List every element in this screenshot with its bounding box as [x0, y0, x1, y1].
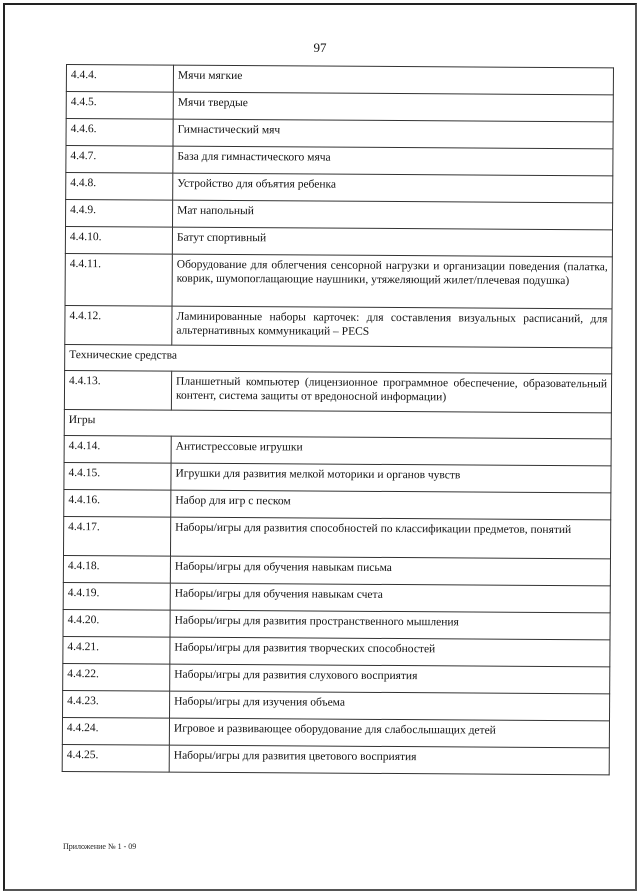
equipment-table — [62, 64, 614, 775]
item-description: Оборудование для облегчения сенсорной нагрузки и организации поведения (палатка, коврик, шумопоглащающие наушники, утяжеляющий жилет/плечевая подушка) — [172, 254, 612, 309]
table-row — [65, 305, 612, 347]
item-number: 4.4.25. — [62, 744, 169, 772]
item-description: Игрушки для развития мелкой моторики и органов чувств — [171, 463, 611, 493]
item-number: 4.4.17. — [63, 516, 170, 556]
table-row — [66, 65, 613, 95]
table-row — [63, 690, 610, 720]
item-description: Наборы/игры для развития творческих способностей — [170, 637, 610, 667]
table-row — [62, 744, 609, 774]
table-row — [66, 92, 613, 122]
table-row — [65, 253, 612, 308]
table-row — [63, 609, 610, 639]
item-description: Наборы/игры для развития пространственного мышления — [170, 610, 610, 640]
table-row — [63, 663, 610, 693]
table-row — [64, 489, 611, 519]
table-row — [64, 370, 611, 412]
item-description: База для гимнастического мяча — [173, 146, 613, 176]
item-description: Наборы/игры для развития способностей по классификации предметов, понятий — [170, 517, 610, 559]
item-description: Наборы/игры для развития цветового восприятия — [169, 745, 609, 775]
item-description: Игровое и развивающее оборудование для слабослышащих детей — [169, 718, 609, 748]
item-description: Набор для игр с песком — [171, 490, 611, 520]
item-number: 4.4.16. — [64, 489, 171, 517]
item-number: 4.4.13. — [64, 370, 171, 410]
item-description: Гимнастический мяч — [173, 119, 613, 149]
item-number: 4.4.4. — [66, 65, 173, 93]
item-description: Мячи твердые — [173, 92, 613, 122]
item-number: 4.4.8. — [66, 173, 173, 201]
table-row — [66, 173, 613, 203]
item-number: 4.4.7. — [66, 146, 173, 174]
item-number: 4.4.23. — [63, 690, 170, 718]
item-description: Мячи мягкие — [173, 65, 613, 95]
item-description: Мат напольный — [173, 200, 613, 230]
table-row — [65, 227, 612, 257]
item-description: Ламинированные наборы карточек: для составления визуальных расписаний, для альтернативных коммуникаций – PECS — [172, 306, 612, 348]
section-title-technical: Технические средства — [65, 344, 612, 373]
item-number: 4.4.20. — [63, 609, 170, 637]
table-row — [64, 462, 611, 492]
section-row — [64, 409, 611, 438]
item-description: Наборы/игры для развития слухового восприятия — [170, 664, 610, 694]
item-number: 4.4.14. — [64, 435, 171, 463]
table-row — [66, 119, 613, 149]
item-number: 4.4.18. — [63, 555, 170, 583]
table-row — [63, 582, 610, 612]
table-row — [64, 435, 611, 465]
item-description: Батут спортивный — [172, 227, 612, 257]
table-row — [63, 516, 610, 558]
item-number: 4.4.19. — [63, 582, 170, 610]
item-number: 4.4.11. — [65, 253, 172, 306]
item-number: 4.4.12. — [65, 305, 172, 345]
item-description: Наборы/игры для изучения объема — [170, 691, 610, 721]
table-row — [62, 717, 609, 747]
item-number: 4.4.22. — [63, 663, 170, 691]
item-number: 4.4.15. — [64, 462, 171, 490]
section-row — [65, 344, 612, 373]
item-description: Планшетный компьютер (лицензионное программное обеспечение, образовательный контент, система защиты от вредоносной информации) — [171, 371, 611, 413]
table-row — [66, 146, 613, 176]
page-number: 97 — [313, 40, 327, 55]
item-number: 4.4.9. — [66, 200, 173, 228]
table-row — [63, 636, 610, 666]
item-number: 4.4.21. — [63, 636, 170, 664]
item-description: Устройство для объятия ребенка — [173, 173, 613, 203]
footer-note: Приложение № 1 - 09 — [63, 842, 137, 851]
item-description: Наборы/игры для обучения навыкам письма — [170, 556, 610, 586]
item-number: 4.4.24. — [62, 717, 169, 745]
item-number: 4.4.10. — [65, 227, 172, 255]
table-row — [66, 200, 613, 230]
item-number: 4.4.6. — [66, 119, 173, 147]
item-number: 4.4.5. — [66, 92, 173, 120]
item-description: Наборы/игры для обучения навыкам счета — [170, 583, 610, 613]
section-title-games: Игры — [64, 409, 611, 438]
item-description: Антистрессовые игрушки — [171, 436, 611, 466]
table-row — [63, 555, 610, 585]
